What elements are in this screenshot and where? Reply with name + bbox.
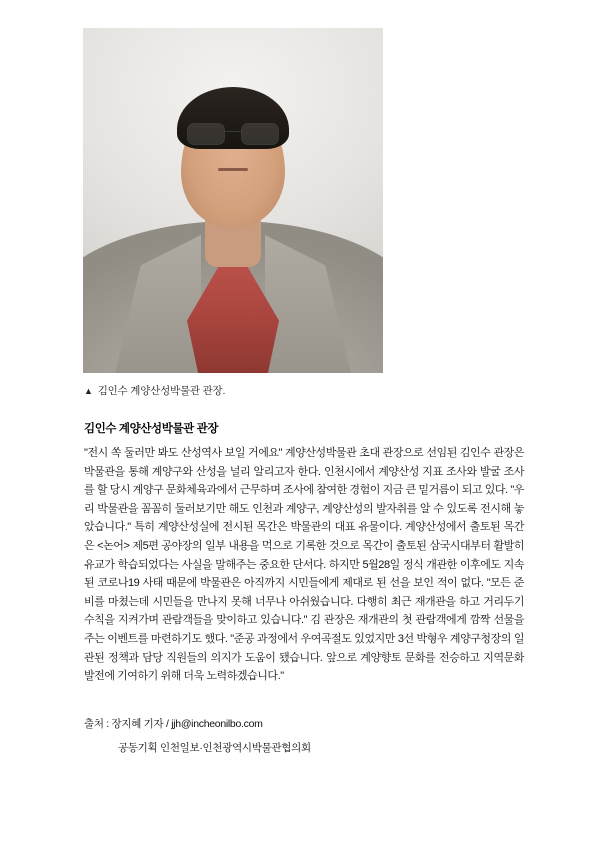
glasses-bridge	[225, 131, 241, 133]
page-title: 김인수 계양산성박물관 관장	[84, 423, 219, 435]
footer	[84, 716, 522, 755]
photo-background	[83, 28, 383, 373]
coplanning-line: 공동기획 인천일보·인천광역시박물관협의회	[118, 741, 311, 754]
glasses-icon	[185, 123, 281, 145]
article-body: "전시 쏙 둘러만 봐도 산성역사 보일 거에요" 계양산성박물관 초대 관장으로 선임된 김인수 관장은 박물관을 통해 계양구와 산성을 널리 알리고자 한다. 인천시에서 계양산성 지표 조사와 발굴 조사를 할 당시 계양구 문화체육과에서 근무하며 조사에 참여한 경험이 지금 큰 밑거름이 되고 있다. "우리 박물관을 꼼꼼히 둘러보기만 해도 인천과 계양구, 계양산성의 발자취를 알 수 있도록 전시해 놓았습니다." 특히 계양산성실에 전시된 목간은 박물관의 대표 유물이다. 계양산성에서 출토된 목간은 <논어> 제5편 공야장의 일부 내용을 먹으로 기록한 것으로 목간이 출토된 삼국시대부터 활발히 유교가 학습되었다는 사실을 말해주는 중요한 단서다. 하지만 5월28일 정식 개관한 이후에도 지속된 코로나19 사태 때문에 박물관은 아직까지 시민들에게 제대로 된 선을 보인 적이 없다. "모든 준비를 마쳤는데 시민들을 만나지 못해 너무나 아쉬웠습니다. 다행히 최근 재개관을 하고 거리두기 수칙을 지켜가며 관람객들을 맞이하고 있습니다." 김 관장은 재개관의 첫 관람객에게 깜짝 선물을 주는 이벤트를 마련하기도 했다. "준공 과정에서 우여곡절도 있었지만 3선 박형우 계양구청장의 일관된 정책과 담당 직원들의 의지가 도움이 됐습니다. 앞으로 계양향토 문화를 전승하고 지역문화 발전에 기여하기 위해 더욱 노력하겠습니다."	[84, 447, 527, 683]
portrait-photo	[83, 28, 383, 373]
photo-caption-text: 김인수 계양산성박물관 관장.	[97, 385, 226, 397]
source-line: 출처 : 장지혜 기자 / jjh@incheonilbo.com	[84, 717, 263, 730]
triangle-icon: ▲	[84, 386, 93, 396]
photo-caption	[84, 383, 522, 398]
mouth-shape	[218, 168, 248, 171]
